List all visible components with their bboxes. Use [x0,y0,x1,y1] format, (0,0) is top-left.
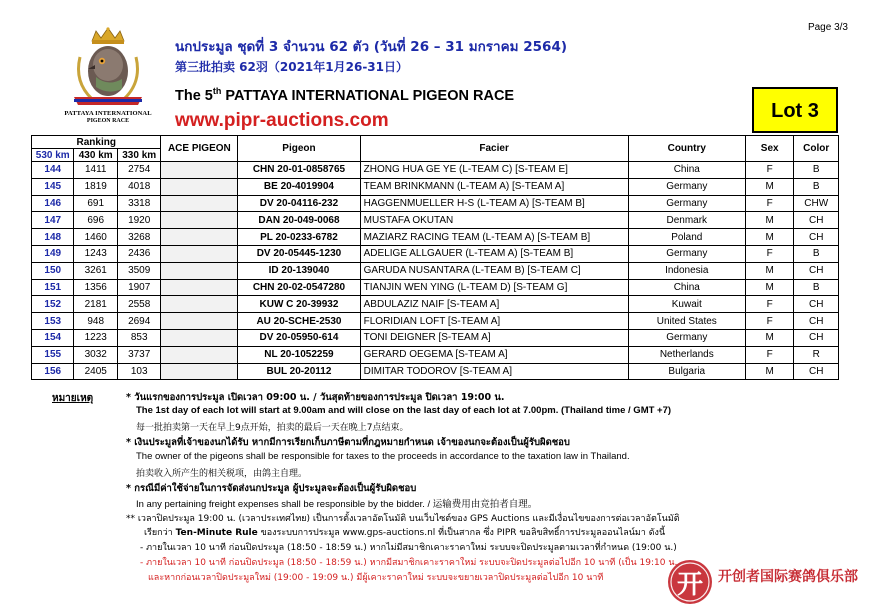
rank-530km-cell: 150 [32,262,74,279]
table-row [32,346,839,363]
country-cell: Germany [628,178,745,195]
facier-cell: FLORIDIAN LOFT [S-TEAM A] [360,313,628,330]
rank-330km-cell: 3268 [117,229,160,246]
col-header-ace: ACE PIGEON [161,136,238,162]
col-header-430km: 430 km [74,149,117,162]
sex-cell: M [745,363,794,380]
facier-cell: MUSTAFA OKUTAN [360,212,628,229]
title-en-prefix: The 5 [175,87,213,104]
rank-430km-cell: 1411 [74,162,117,179]
note-4-thai-e: และหากก่อนเวลาปิดประมูลใหม่ (19:00 - 19:09 น.) มีผู้เคาะราคาใหม่ ระบบจะขยายเวลาปิดประมูลต่อไปอีก 10 นาที [148,573,604,583]
col-header-pigeon: Pigeon [238,136,360,162]
sex-cell: F [745,245,794,262]
color-cell: B [794,245,839,262]
rank-430km-cell: 2181 [74,296,117,313]
watermark-seal-char: 开 [676,570,703,600]
rank-330km-cell: 3737 [117,346,160,363]
table-row [32,212,839,229]
pigeon-ring-cell: BUL 20-20112 [238,363,360,380]
rank-530km-cell: 149 [32,245,74,262]
logo-caption-top: PATTAYA INTERNATIONAL [64,110,152,117]
col-header-sex: Sex [745,136,794,162]
table-row [32,296,839,313]
rank-530km-cell: 152 [32,296,74,313]
col-header-330km: 330 km [117,149,160,162]
pigeon-ring-cell: KUW C 20-39932 [238,296,360,313]
note-3-english: In any pertaining freight expenses shall be responsible by the bidder. / 运输费用由竞拍者自理。 [136,499,538,510]
sex-cell: F [745,346,794,363]
color-cell: B [794,279,839,296]
col-header-530km: 530 km [32,149,74,162]
note-4-b-pre: เรียกว่า [144,528,176,538]
rank-530km-cell: 151 [32,279,74,296]
table-row [32,279,839,296]
table-row [32,162,839,179]
rank-330km-cell: 103 [117,363,160,380]
rank-330km-cell: 4018 [117,178,160,195]
color-cell: CH [794,363,839,380]
country-cell: Denmark [628,212,745,229]
color-cell: B [794,162,839,179]
country-cell: Indonesia [628,262,745,279]
club-watermark [664,556,864,608]
color-cell: CH [794,296,839,313]
color-cell: B [794,178,839,195]
color-cell: CH [794,313,839,330]
note-4-thai-a: ** เวลาปิดประมูล 19:00 น. (เวลาประเทศไทย) เป็นการตั้งเวลาอัตโนมัติ บนเว็บไซต์ของ GPS Auctions และมีเงื่อนไขของการต่อเวลาอัตโนมัติ [126,514,680,524]
rank-430km-cell: 691 [74,195,117,212]
remark-label: หมายเหตุ [52,393,94,404]
ace-pigeon-cell [161,329,238,346]
ace-pigeon-cell [161,178,238,195]
rank-330km-cell: 1907 [117,279,160,296]
pigeon-ring-cell: NL 20-1052259 [238,346,360,363]
pigeon-ring-cell: ID 20-139040 [238,262,360,279]
watermark-text: 开创者国际赛鸽俱乐部 [718,569,858,585]
color-cell: CH [794,229,839,246]
note-1-thai: * วันแรกของการประมูล เปิดเวลา 09:00 น. / วันสุดท้ายของการประมูล ปิดเวลา 19:00 น. [126,392,505,403]
rank-430km-cell: 948 [74,313,117,330]
table-row [32,329,839,346]
ten-minute-rule: Ten-Minute Rule [175,528,258,538]
col-header-country: Country [628,136,745,162]
note-3-thai: * กรณีมีค่าใช้จ่ายในการจัดส่งนกประมูล ผู้ประมูลจะต้องเป็นผู้รับผิดชอบ [126,483,417,494]
title-chinese: 第三批拍卖 62羽（2021年1月26-31日） [175,60,409,74]
col-header-color: Color [794,136,839,162]
rank-530km-cell: 145 [32,178,74,195]
facier-cell: GARUDA NUSANTARA (L-TEAM B) [S-TEAM C] [360,262,628,279]
pigeon-ring-cell: CHN 20-02-0547280 [238,279,360,296]
note-1-chinese: 每一批拍卖第一天在早上9点开始，拍卖的最后一天在晚上7点结束。 [136,423,409,433]
facier-cell: ADELIGE ALLGAUER (L-TEAM A) [S-TEAM B] [360,245,628,262]
pigeon-ring-cell: PL 20-0233-6782 [238,229,360,246]
table-row [32,229,839,246]
color-cell: R [794,346,839,363]
facier-cell: ZHONG HUA GE YE (L-TEAM C) [S-TEAM E] [360,162,628,179]
sex-cell: F [745,162,794,179]
sex-cell: M [745,279,794,296]
rank-330km-cell: 1920 [117,212,160,229]
note-1-english: The 1st day of each lot will start at 9.00am and will close on the last day of each lot at 7.00pm. (Thailand time / GMT +7) [136,405,672,416]
facier-cell: MAZIARZ RACING TEAM (L-TEAM A) [S-TEAM B] [360,229,628,246]
country-cell: China [628,279,745,296]
country-cell: Germany [628,329,745,346]
sex-cell: M [745,229,794,246]
pigeon-ring-cell: DV 20-04116-232 [238,195,360,212]
table-row [32,262,839,279]
facier-cell: TEAM BRINKMANN (L-TEAM A) [S-TEAM A] [360,178,628,195]
sex-cell: M [745,262,794,279]
rank-530km-cell: 146 [32,195,74,212]
rank-430km-cell: 1243 [74,245,117,262]
table-row [32,313,839,330]
ace-pigeon-cell [161,212,238,229]
note-2-thai: * เงินประมูลที่เจ้าของนกได้รับ หากมีการเรียกเก็บภาษีตามที่กฎหมายกำหนด เจ้าของนกจะต้องเป็นผู้รับผิดชอบ [126,437,570,448]
country-cell: Germany [628,245,745,262]
table-row [32,178,839,195]
country-cell: China [628,162,745,179]
pigeon-crown-emblem-icon [62,27,154,109]
rank-530km-cell: 156 [32,363,74,380]
rank-530km-cell: 155 [32,346,74,363]
col-header-facier: Facier [360,136,628,162]
note-4-thai-c: - ภายในเวลา 10 นาที ก่อนปิดประมูล (18:50 - 18:59 น.) หากไม่มีสมาชิกเคาะราคาใหม่ ระบบจะปิดประมูลตามเวลาที่กำหนด (19:00 น.) [140,543,677,553]
rank-330km-cell: 2558 [117,296,160,313]
logo-caption-bottom: PIGEON RACE [86,118,130,124]
country-cell: Poland [628,229,745,246]
table-row [32,195,839,212]
ace-pigeon-cell [161,229,238,246]
rank-330km-cell: 2436 [117,245,160,262]
country-cell: United States [628,313,745,330]
sex-cell: F [745,313,794,330]
facier-cell: TONI DEIGNER [S-TEAM A] [360,329,628,346]
facier-cell: DIMITAR TODOROV [S-TEAM A] [360,363,628,380]
title-en-sup: th [212,86,222,96]
note-2-english: The owner of the pigeons shall be responsible for taxes to the proceeds in accordance to the taxation law in Thailand. [136,451,630,462]
sex-cell: M [745,178,794,195]
country-cell: Netherlands [628,346,745,363]
sex-cell: M [745,329,794,346]
rank-530km-cell: 144 [32,162,74,179]
pipr-logo [62,27,154,132]
rank-330km-cell: 853 [117,329,160,346]
ranking-header: Ranking [32,136,161,149]
ace-pigeon-cell [161,279,238,296]
rank-330km-cell: 2754 [117,162,160,179]
pigeon-ring-cell: AU 20-SCHE-2530 [238,313,360,330]
rank-430km-cell: 2405 [74,363,117,380]
table-row [32,363,839,380]
country-cell: Bulgaria [628,363,745,380]
rank-530km-cell: 154 [32,329,74,346]
note-4-b-post: ของระบบการประมูล www.gps-auctions.nl ที่เป็นสากล ซึ่ง PIPR ขอลิขสิทธิ์การประมูลออนไลน์มา ดังนี้ [257,528,666,538]
rank-430km-cell: 1819 [74,178,117,195]
color-cell: CH [794,262,839,279]
title-en-suffix: PATTAYA INTERNATIONAL PIGEON RACE [221,87,515,104]
rank-430km-cell: 696 [74,212,117,229]
facier-cell: TIANJIN WEN YING (L-TEAM D) [S-TEAM G] [360,279,628,296]
auction-url-link[interactable]: www.pipr-auctions.com [175,110,389,131]
rank-330km-cell: 2694 [117,313,160,330]
title-english [175,86,514,104]
ace-pigeon-cell [161,296,238,313]
color-cell: CH [794,329,839,346]
facier-cell: GERARD OEGEMA [S-TEAM A] [360,346,628,363]
pigeon-ring-cell: DV 20-05445-1230 [238,245,360,262]
rank-330km-cell: 3509 [117,262,160,279]
ace-pigeon-cell [161,162,238,179]
color-cell: CH [794,212,839,229]
facier-cell: ABDULAZIZ NAIF [S-TEAM A] [360,296,628,313]
rank-430km-cell: 3032 [74,346,117,363]
rank-430km-cell: 1356 [74,279,117,296]
rank-430km-cell: 1460 [74,229,117,246]
color-cell: CHW [794,195,839,212]
lot-badge: Lot 3 [752,87,838,133]
table-row [32,245,839,262]
country-cell: Kuwait [628,296,745,313]
pigeon-ring-cell: CHN 20-01-0858765 [238,162,360,179]
title-thai: นกประมูล ชุดที่ 3 จำนวน 62 ตัว (วันที่ 26 – 31 มกราคม 2564) [175,39,568,55]
sex-cell: F [745,296,794,313]
ace-pigeon-cell [161,262,238,279]
pigeon-table [31,135,839,380]
note-4-thai-d: - ภายในเวลา 10 นาที ก่อนปิดประมูล (18:50 - 18:59 น.) หากมีสมาชิกเคาะราคาใหม่ ระบบจะปิดประมูลต่อไปอีก 10 นาที (เป็น 19:10 น. [140,558,678,568]
ace-pigeon-cell [161,346,238,363]
pigeon-ring-cell: DV 20-05950-614 [238,329,360,346]
pigeon-ring-cell: DAN 20-049-0068 [238,212,360,229]
ace-pigeon-cell [161,363,238,380]
rank-530km-cell: 153 [32,313,74,330]
ace-pigeon-cell [161,313,238,330]
rank-530km-cell: 148 [32,229,74,246]
rank-530km-cell: 147 [32,212,74,229]
ace-pigeon-cell [161,195,238,212]
note-4-thai-b [144,525,665,539]
page-number: Page 3/3 [807,22,848,33]
pigeon-ring-cell: BE 20-4019904 [238,178,360,195]
sex-cell: F [745,195,794,212]
note-2-chinese: 拍卖收入所产生的相关税项，由鸽主自理。 [136,469,308,479]
sex-cell: M [745,212,794,229]
ace-pigeon-cell [161,245,238,262]
country-cell: Germany [628,195,745,212]
rank-430km-cell: 1223 [74,329,117,346]
facier-cell: HAGGENMUELLER H-S (L-TEAM A) [S-TEAM B] [360,195,628,212]
rank-430km-cell: 3261 [74,262,117,279]
rank-330km-cell: 3318 [117,195,160,212]
